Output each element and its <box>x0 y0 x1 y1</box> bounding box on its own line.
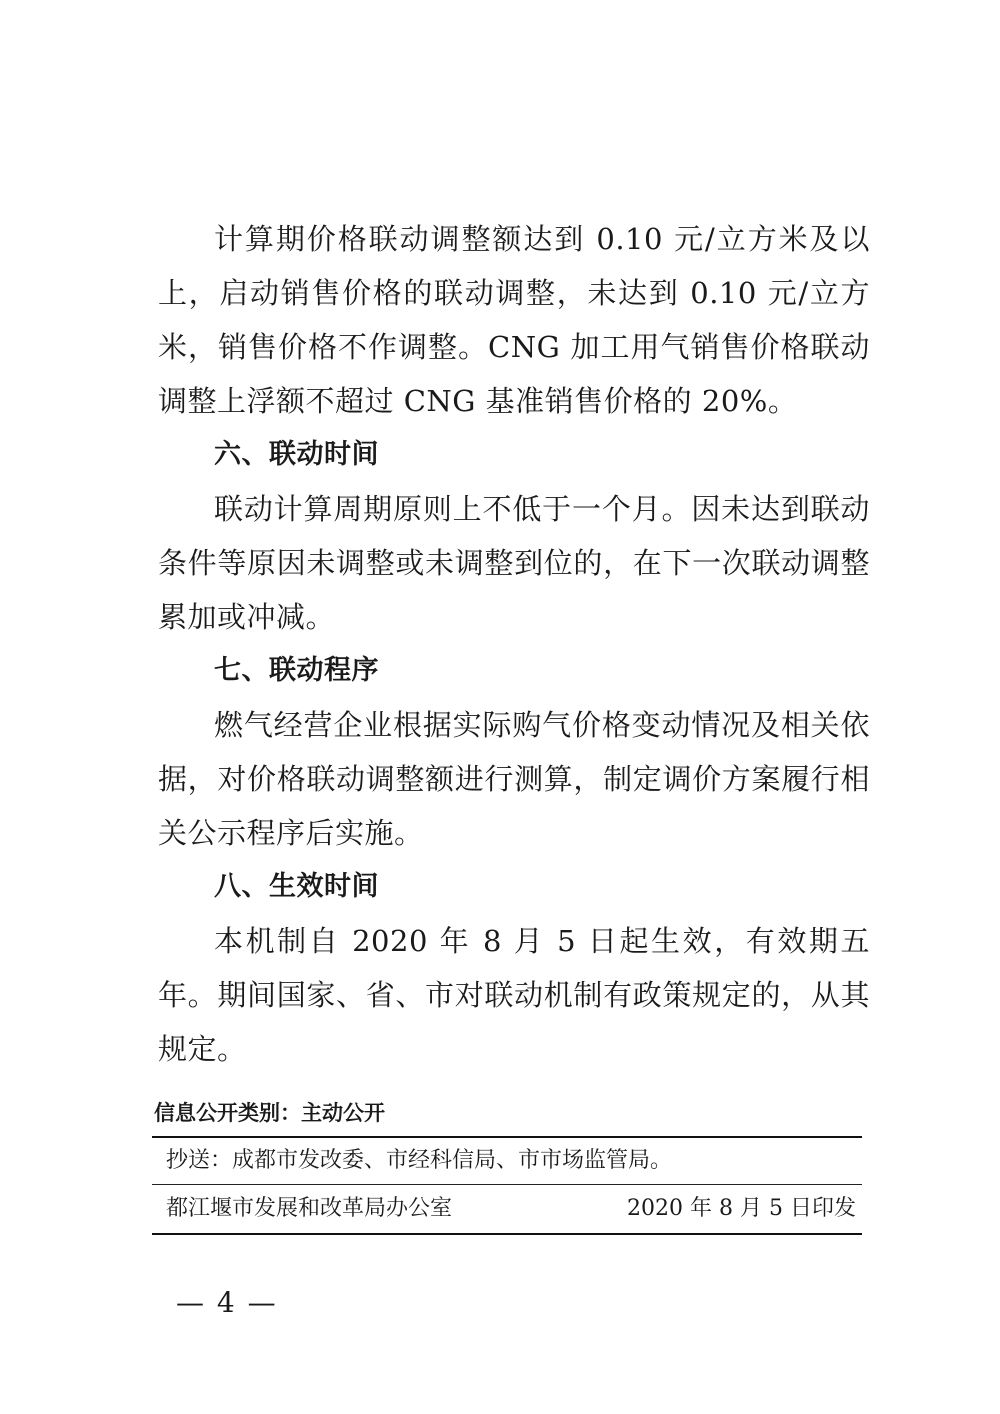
heading-linkage-procedure: 七、联动程序 <box>214 655 379 686</box>
document-footer <box>152 1090 862 1235</box>
paragraph-linkage-time: 联动计算周期原则上不低于一个月。因未达到联动条件等原因未调整或未调整到位的，在下一次联动调整累加或冲减。 <box>158 492 870 634</box>
paragraph-linkage-threshold: 计算期价格联动调整额达到 0.10 元/立方米及以上，启动销售价格的联动调整，未达到 0.10 元/立方米，销售价格不作调整。CNG 加工用气销售价格联动调整上浮额不超过 CNG 基准销售价格的 20%。 <box>158 222 870 418</box>
heading-effective-time: 八、生效时间 <box>214 871 379 902</box>
disclosure-category: 信息公开类别：主动公开 <box>154 1101 385 1125</box>
issuer-office: 都江堰市发展和改革局办公室 <box>166 1196 453 1221</box>
paragraph-linkage-procedure: 燃气经营企业根据实际购气价格变动情况及相关依据，对价格联动调整额进行测算，制定调价方案履行相关公示程序后实施。 <box>158 708 870 850</box>
issue-row <box>152 1185 862 1233</box>
document-body <box>158 212 870 1076</box>
page-number: — 4 — <box>176 1286 278 1319</box>
cc-recipients: 抄送：成都市发改委、市经科信局、市市场监管局。 <box>166 1148 673 1173</box>
footer-rule-bottom <box>152 1233 862 1235</box>
heading-linkage-time: 六、联动时间 <box>214 439 379 470</box>
issue-date: 2020 年 8 月 5 日印发 <box>627 1196 856 1221</box>
paragraph-effective-time: 本机制自 2020 年 8 月 5 日起生效，有效期五年。期间国家、省、市对联动机制有政策规定的，从其规定。 <box>158 924 870 1066</box>
